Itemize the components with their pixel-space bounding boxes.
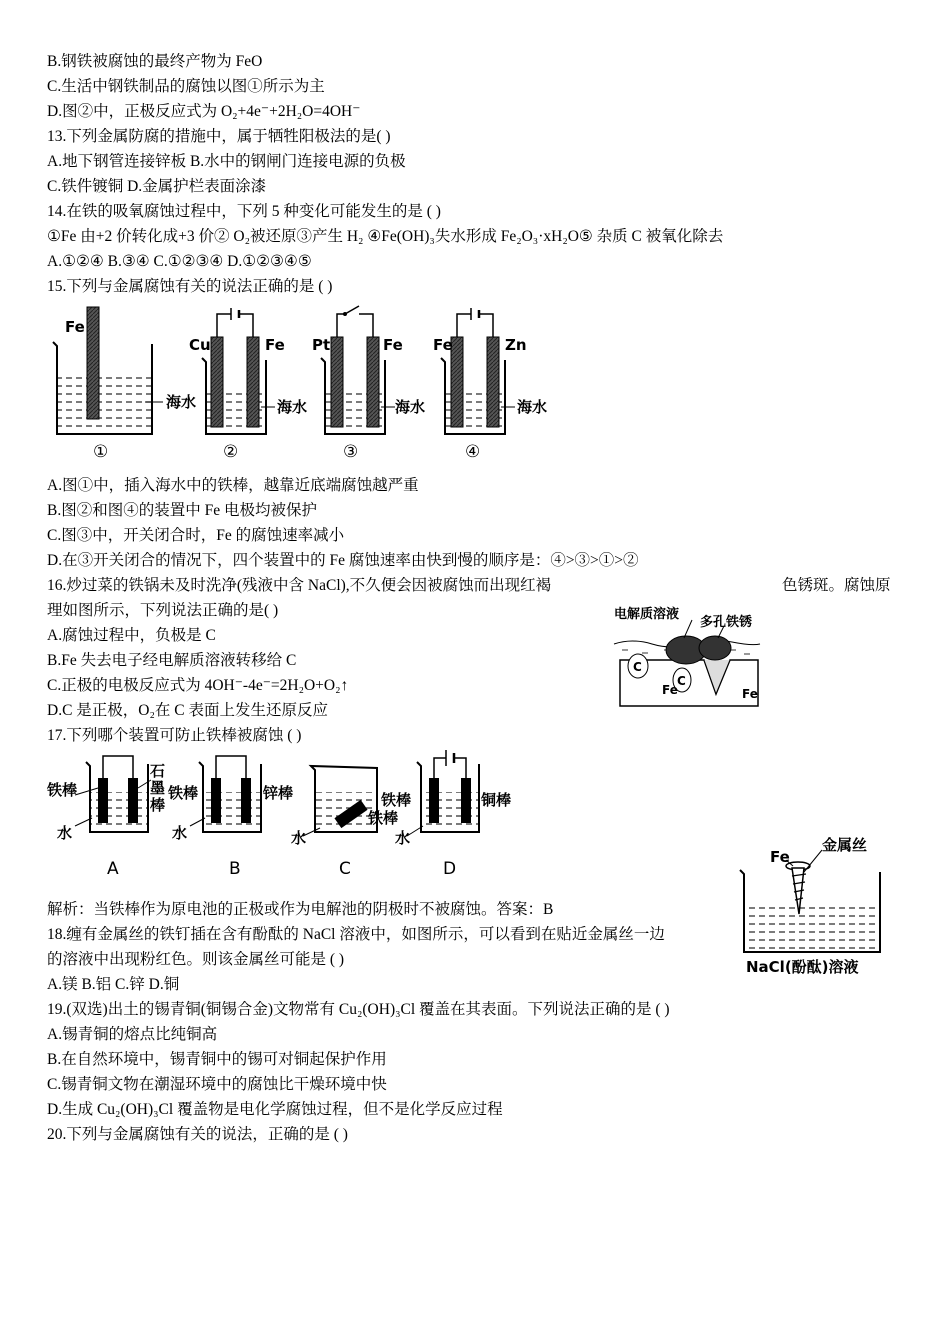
- rust-label: 多孔铁锈: [700, 615, 753, 630]
- q18-options: A.镁 B.铝 C.锌 D.铜: [47, 976, 180, 993]
- beaker1-seawater-label: 海水: [166, 393, 197, 411]
- setup-d-caption: D: [443, 859, 457, 879]
- q13-options-ab: A.地下钢管连接锌板 B.水中的钢闸门连接电源的负极: [47, 153, 406, 170]
- q15-option-a: A.图①中，插入海水中的铁棒，越靠近底端腐蚀越严重: [47, 477, 419, 494]
- setup-a-graphite-1: 石: [150, 762, 166, 780]
- beaker3-number: ③: [343, 442, 359, 462]
- q14-options: A.①②④ B.③④ C.①②③④ D.①②③④⑤: [47, 253, 312, 270]
- beaker3-seawater-label: 海水: [395, 398, 426, 416]
- electrolyte-label: 电解质溶液: [614, 607, 680, 622]
- beaker4-number: ④: [465, 442, 481, 462]
- q19-option-b: B.在自然环境中，锡青铜中的锡可对铜起保护作用: [47, 1051, 387, 1068]
- nacl-solution-label: NaCl(酚酞)溶液: [746, 958, 859, 976]
- iron-label-2: Fe: [742, 687, 758, 701]
- beaker-3: [321, 306, 395, 434]
- q15-option-b: B.图②和图④的装置中 Fe 电极均被保护: [47, 502, 317, 519]
- q16-option-a: A.腐蚀过程中，负极是 C: [47, 627, 216, 644]
- question-17: 17.下列哪个装置可防止铁棒被腐蚀 ( ): [47, 727, 302, 744]
- iron-label-1: Fe: [662, 683, 678, 697]
- beaker2-number: ②: [223, 442, 239, 462]
- figure-q18-nail: [738, 832, 888, 980]
- setup-b-water-label: 水: [172, 824, 188, 842]
- question-15: 15.下列与金属腐蚀有关的说法正确的是 ( ): [47, 278, 333, 295]
- setup-a-graphite-3: 棒: [150, 796, 166, 814]
- setup-c-water-label: 水: [291, 829, 307, 847]
- question-18: 18.缠有金属丝的铁钉插在含有酚酞的 NaCl 溶液中，如图所示，可以看到在贴近金属丝一边: [47, 926, 665, 943]
- setup-a-iron-label: 铁棒: [47, 781, 78, 799]
- q15-option-d: D.在③开关闭合的情况下，四个装置中的 Fe 腐蚀速率由快到慢的顺序是：④>③>①>②: [47, 552, 639, 569]
- q17-analysis: 解析：当铁棒作为原电池的正极或作为电解池的阴极时不被腐蚀。答案：B: [47, 901, 554, 918]
- carbon-label-1: C: [633, 660, 642, 674]
- setup-a-caption: A: [107, 859, 119, 879]
- beaker3-fe-label: Fe: [383, 336, 403, 354]
- figure-q16-corrosion: [612, 598, 762, 710]
- question-14: 14.在铁的吸氧腐蚀过程中，下列 5 种变化可能发生的是 ( ): [47, 203, 441, 220]
- q19-option-c: C.锡青铜文物在潮湿环境中的腐蚀比干燥环境中快: [47, 1076, 387, 1093]
- metal-wire-label: 金属丝: [822, 836, 868, 854]
- setup-c-iron-label: 铁棒: [368, 809, 399, 827]
- question-13: 13.下列金属防腐的措施中，属于牺牲阳极法的是( ): [47, 128, 391, 145]
- beaker1-fe-label: Fe: [65, 318, 85, 336]
- beaker2-cu-label: Cu: [189, 336, 211, 354]
- q16-option-d: D.C 是正极，O₂在 C 表面上发生还原反应: [47, 702, 328, 719]
- carbon-label-2: C: [677, 674, 686, 688]
- beaker2-fe-label: Fe: [265, 336, 285, 354]
- beaker4-seawater-label: 海水: [517, 398, 548, 416]
- nail-fe-label: Fe: [770, 848, 790, 866]
- setup-b-zinc-label: 锌棒: [263, 784, 294, 802]
- q19-option-a: A.锡青铜的熔点比纯铜高: [47, 1026, 218, 1043]
- setup-c-caption: C: [339, 859, 351, 879]
- question-16: 16.炒过菜的铁锅未及时洗净(残液中含 NaCl),不久便会因被腐蚀而出现红褐: [47, 577, 552, 594]
- setup-b-caption: B: [229, 859, 241, 879]
- figure-q17-setups: [45, 748, 515, 883]
- option-b-q12: B.钢铁被腐蚀的最终产物为 FeO: [47, 53, 263, 70]
- beaker1-number: ①: [93, 442, 109, 462]
- q14-changes: ①Fe 由+2 价转化成+3 价② O₂被还原③产生 H₂ ④Fe(OH)₃失水形成 Fe₂O₃·xH₂O⑤ 杂质 C 被氧化除去: [47, 228, 724, 245]
- beaker-4: [441, 308, 515, 434]
- question-19: 19.(双选)出土的锡青铜(铜锡合金)文物常有 Cu₂(OH)₃Cl 覆盖在其表面。下列说法正确的是 ( ): [47, 1001, 670, 1018]
- setup-a-water-label: 水: [57, 824, 73, 842]
- beaker2-seawater-label: 海水: [277, 398, 308, 416]
- option-d-q12: D.图②中，正极反应式为 O₂+4e⁻+2H₂O=4OH⁻: [47, 103, 361, 120]
- q13-options-cd: C.铁件镀铜 D.金属护栏表面涂漆: [47, 178, 267, 195]
- q16-option-b: B.Fe 失去电子经电解质溶液转移给 C: [47, 652, 297, 669]
- beaker4-zn-label: Zn: [505, 336, 527, 354]
- setup-d-iron-label: 铁棒: [381, 791, 412, 809]
- setup-d-copper-label: 铜棒: [481, 791, 512, 809]
- question-16-line2: 理如图所示，下列说法正确的是( ): [47, 602, 279, 619]
- q15-option-c: C.图③中，开关闭合时，Fe 的腐蚀速率减小: [47, 527, 345, 544]
- q16-option-c: C.正极的电极反应式为 4OH⁻-4e⁻=2H₂O+O₂↑: [47, 677, 349, 694]
- question-16-cont: 色锈斑。腐蚀原: [782, 577, 891, 594]
- beaker-2: [202, 308, 275, 434]
- setup-b-iron-label: 铁棒: [168, 784, 199, 802]
- setup-a-graphite-2: 墨: [150, 779, 166, 797]
- figure-q15-beakers: [45, 302, 565, 464]
- q19-option-d: D.生成 Cu₂(OH)₃Cl 覆盖物是电化学腐蚀过程，但不是化学反应过程: [47, 1101, 503, 1118]
- beaker4-fe-label: Fe: [433, 336, 453, 354]
- question-20: 20.下列与金属腐蚀有关的说法，正确的是 ( ): [47, 1126, 348, 1143]
- setup-d-water-label: 水: [395, 829, 411, 847]
- option-c-q12: C.生活中钢铁制品的腐蚀以图①所示为主: [47, 78, 325, 95]
- question-18-line2: 的溶液中出现粉红色。则该金属丝可能是 ( ): [47, 951, 345, 968]
- beaker3-pt-label: Pt: [312, 336, 331, 354]
